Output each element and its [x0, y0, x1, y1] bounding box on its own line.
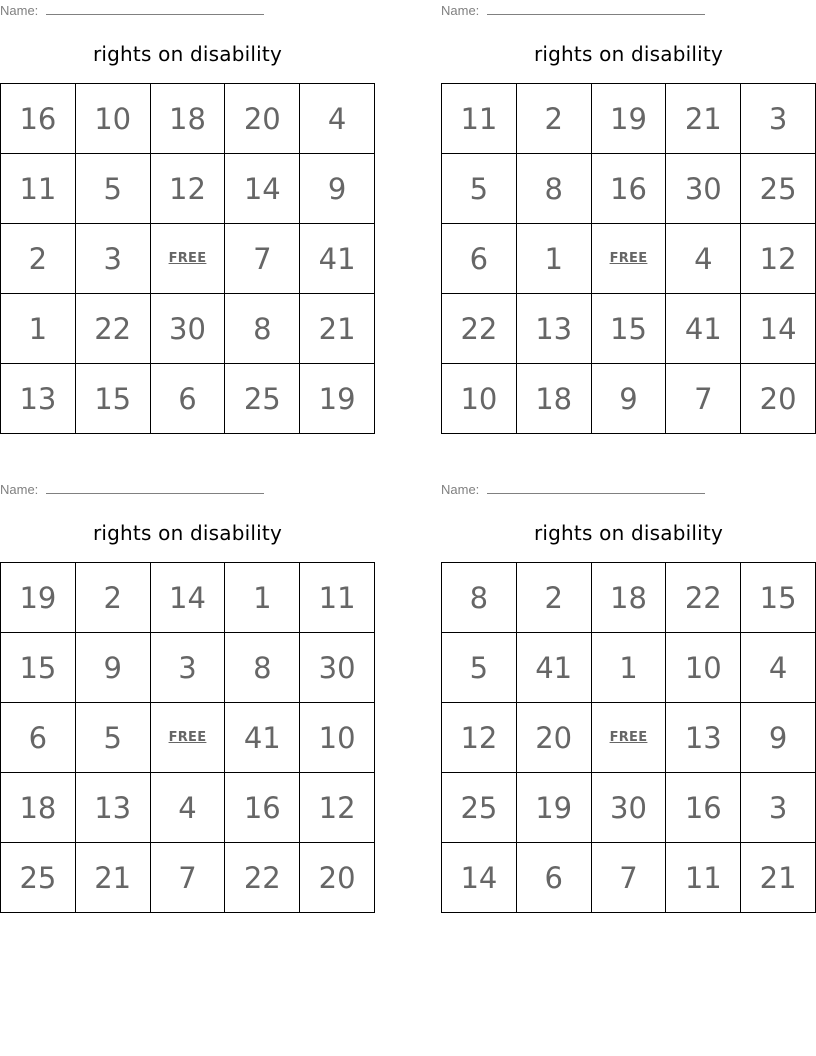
number-cell: 15	[1, 633, 76, 703]
number-cell: 7	[225, 224, 300, 294]
name-blank-line	[487, 483, 705, 494]
number-cell: 19	[591, 84, 666, 154]
number-cell: 10	[666, 633, 741, 703]
number-cell: 12	[300, 773, 375, 843]
grid-row	[1, 294, 375, 364]
number-cell: 12	[442, 703, 517, 773]
number-cell: 4	[741, 633, 816, 703]
number-cell: 11	[300, 563, 375, 633]
number-cell: 3	[150, 633, 225, 703]
number-cell: 30	[150, 294, 225, 364]
number-cell: 3	[75, 224, 150, 294]
bingo-grid	[441, 83, 816, 434]
number-cell: 20	[300, 843, 375, 913]
number-cell: 11	[442, 84, 517, 154]
number-cell: 19	[300, 364, 375, 434]
grid-row	[1, 633, 375, 703]
card-title: rights on disability	[533, 42, 723, 66]
grid-row	[1, 154, 375, 224]
number-cell: 9	[300, 154, 375, 224]
free-space: FREE	[150, 224, 225, 294]
number-cell: 2	[75, 563, 150, 633]
card-title: rights on disability	[92, 42, 282, 66]
number-cell: 1	[516, 224, 591, 294]
card-title: rights on disability	[92, 521, 282, 545]
name-blank-line	[46, 483, 264, 494]
number-cell: 2	[516, 84, 591, 154]
number-cell: 2	[1, 224, 76, 294]
grid-row	[442, 703, 816, 773]
number-cell: 30	[591, 773, 666, 843]
number-cell: 7	[666, 364, 741, 434]
number-cell: 16	[1, 84, 76, 154]
number-cell: 5	[442, 154, 517, 224]
number-cell: 13	[1, 364, 76, 434]
name-blank-line	[46, 4, 264, 15]
number-cell: 5	[75, 154, 150, 224]
grid-row	[442, 563, 816, 633]
number-cell: 6	[516, 843, 591, 913]
card-title: rights on disability	[533, 521, 723, 545]
free-space: FREE	[591, 224, 666, 294]
number-cell: 6	[442, 224, 517, 294]
number-cell: 15	[591, 294, 666, 364]
number-cell: 21	[741, 843, 816, 913]
number-cell: 41	[516, 633, 591, 703]
grid-row	[442, 294, 816, 364]
number-cell: 7	[591, 843, 666, 913]
grid-row	[1, 773, 375, 843]
number-cell: 19	[516, 773, 591, 843]
number-cell: 8	[225, 294, 300, 364]
grid-row	[442, 364, 816, 434]
name-label: Name:	[0, 3, 39, 18]
number-cell: 6	[1, 703, 76, 773]
number-cell: 41	[225, 703, 300, 773]
number-cell: 4	[150, 773, 225, 843]
number-cell: 25	[225, 364, 300, 434]
number-cell: 5	[75, 703, 150, 773]
grid-row	[442, 633, 816, 703]
number-cell: 18	[1, 773, 76, 843]
number-cell: 2	[516, 563, 591, 633]
number-cell: 15	[75, 364, 150, 434]
grid-row	[442, 84, 816, 154]
number-cell: 19	[1, 563, 76, 633]
number-cell: 22	[666, 563, 741, 633]
number-cell: 15	[741, 563, 816, 633]
number-cell: 25	[741, 154, 816, 224]
number-cell: 16	[666, 773, 741, 843]
number-cell: 16	[225, 773, 300, 843]
free-space: FREE	[591, 703, 666, 773]
number-cell: 22	[75, 294, 150, 364]
number-cell: 20	[741, 364, 816, 434]
name-field	[441, 482, 705, 497]
grid-row	[1, 843, 375, 913]
number-cell: 5	[442, 633, 517, 703]
number-cell: 9	[741, 703, 816, 773]
number-cell: 13	[75, 773, 150, 843]
number-cell: 4	[300, 84, 375, 154]
bingo-grid	[441, 562, 816, 913]
name-field	[0, 3, 264, 18]
grid-row	[1, 84, 375, 154]
number-cell: 30	[666, 154, 741, 224]
number-cell: 14	[150, 563, 225, 633]
number-cell: 8	[225, 633, 300, 703]
number-cell: 41	[300, 224, 375, 294]
number-cell: 1	[591, 633, 666, 703]
number-cell: 6	[150, 364, 225, 434]
number-cell: 10	[75, 84, 150, 154]
bingo-grid	[0, 83, 375, 434]
number-cell: 11	[1, 154, 76, 224]
number-cell: 10	[300, 703, 375, 773]
number-cell: 4	[666, 224, 741, 294]
grid-row	[442, 154, 816, 224]
number-cell: 14	[741, 294, 816, 364]
number-cell: 8	[516, 154, 591, 224]
number-cell: 18	[591, 563, 666, 633]
number-cell: 1	[1, 294, 76, 364]
number-cell: 12	[150, 154, 225, 224]
name-label: Name:	[0, 482, 39, 497]
number-cell: 18	[516, 364, 591, 434]
number-cell: 1	[225, 563, 300, 633]
number-cell: 11	[666, 843, 741, 913]
grid-row	[442, 224, 816, 294]
grid-row	[1, 563, 375, 633]
number-cell: 20	[516, 703, 591, 773]
grid-row	[442, 843, 816, 913]
number-cell: 25	[1, 843, 76, 913]
grid-row	[1, 364, 375, 434]
number-cell: 9	[75, 633, 150, 703]
number-cell: 18	[150, 84, 225, 154]
number-cell: 8	[442, 563, 517, 633]
number-cell: 9	[591, 364, 666, 434]
grid-row	[1, 703, 375, 773]
number-cell: 20	[225, 84, 300, 154]
number-cell: 21	[75, 843, 150, 913]
name-label: Name:	[441, 482, 480, 497]
name-blank-line	[487, 4, 705, 15]
number-cell: 25	[442, 773, 517, 843]
number-cell: 7	[150, 843, 225, 913]
number-cell: 14	[225, 154, 300, 224]
number-cell: 21	[666, 84, 741, 154]
bingo-grid	[0, 562, 375, 913]
number-cell: 12	[741, 224, 816, 294]
number-cell: 3	[741, 84, 816, 154]
grid-row	[1, 224, 375, 294]
number-cell: 13	[666, 703, 741, 773]
number-cell: 14	[442, 843, 517, 913]
free-space: FREE	[150, 703, 225, 773]
name-field	[441, 3, 705, 18]
number-cell: 30	[300, 633, 375, 703]
number-cell: 21	[300, 294, 375, 364]
grid-row	[442, 773, 816, 843]
number-cell: 22	[225, 843, 300, 913]
number-cell: 22	[442, 294, 517, 364]
number-cell: 13	[516, 294, 591, 364]
number-cell: 41	[666, 294, 741, 364]
number-cell: 10	[442, 364, 517, 434]
number-cell: 3	[741, 773, 816, 843]
number-cell: 16	[591, 154, 666, 224]
name-label: Name:	[441, 3, 480, 18]
name-field	[0, 482, 264, 497]
